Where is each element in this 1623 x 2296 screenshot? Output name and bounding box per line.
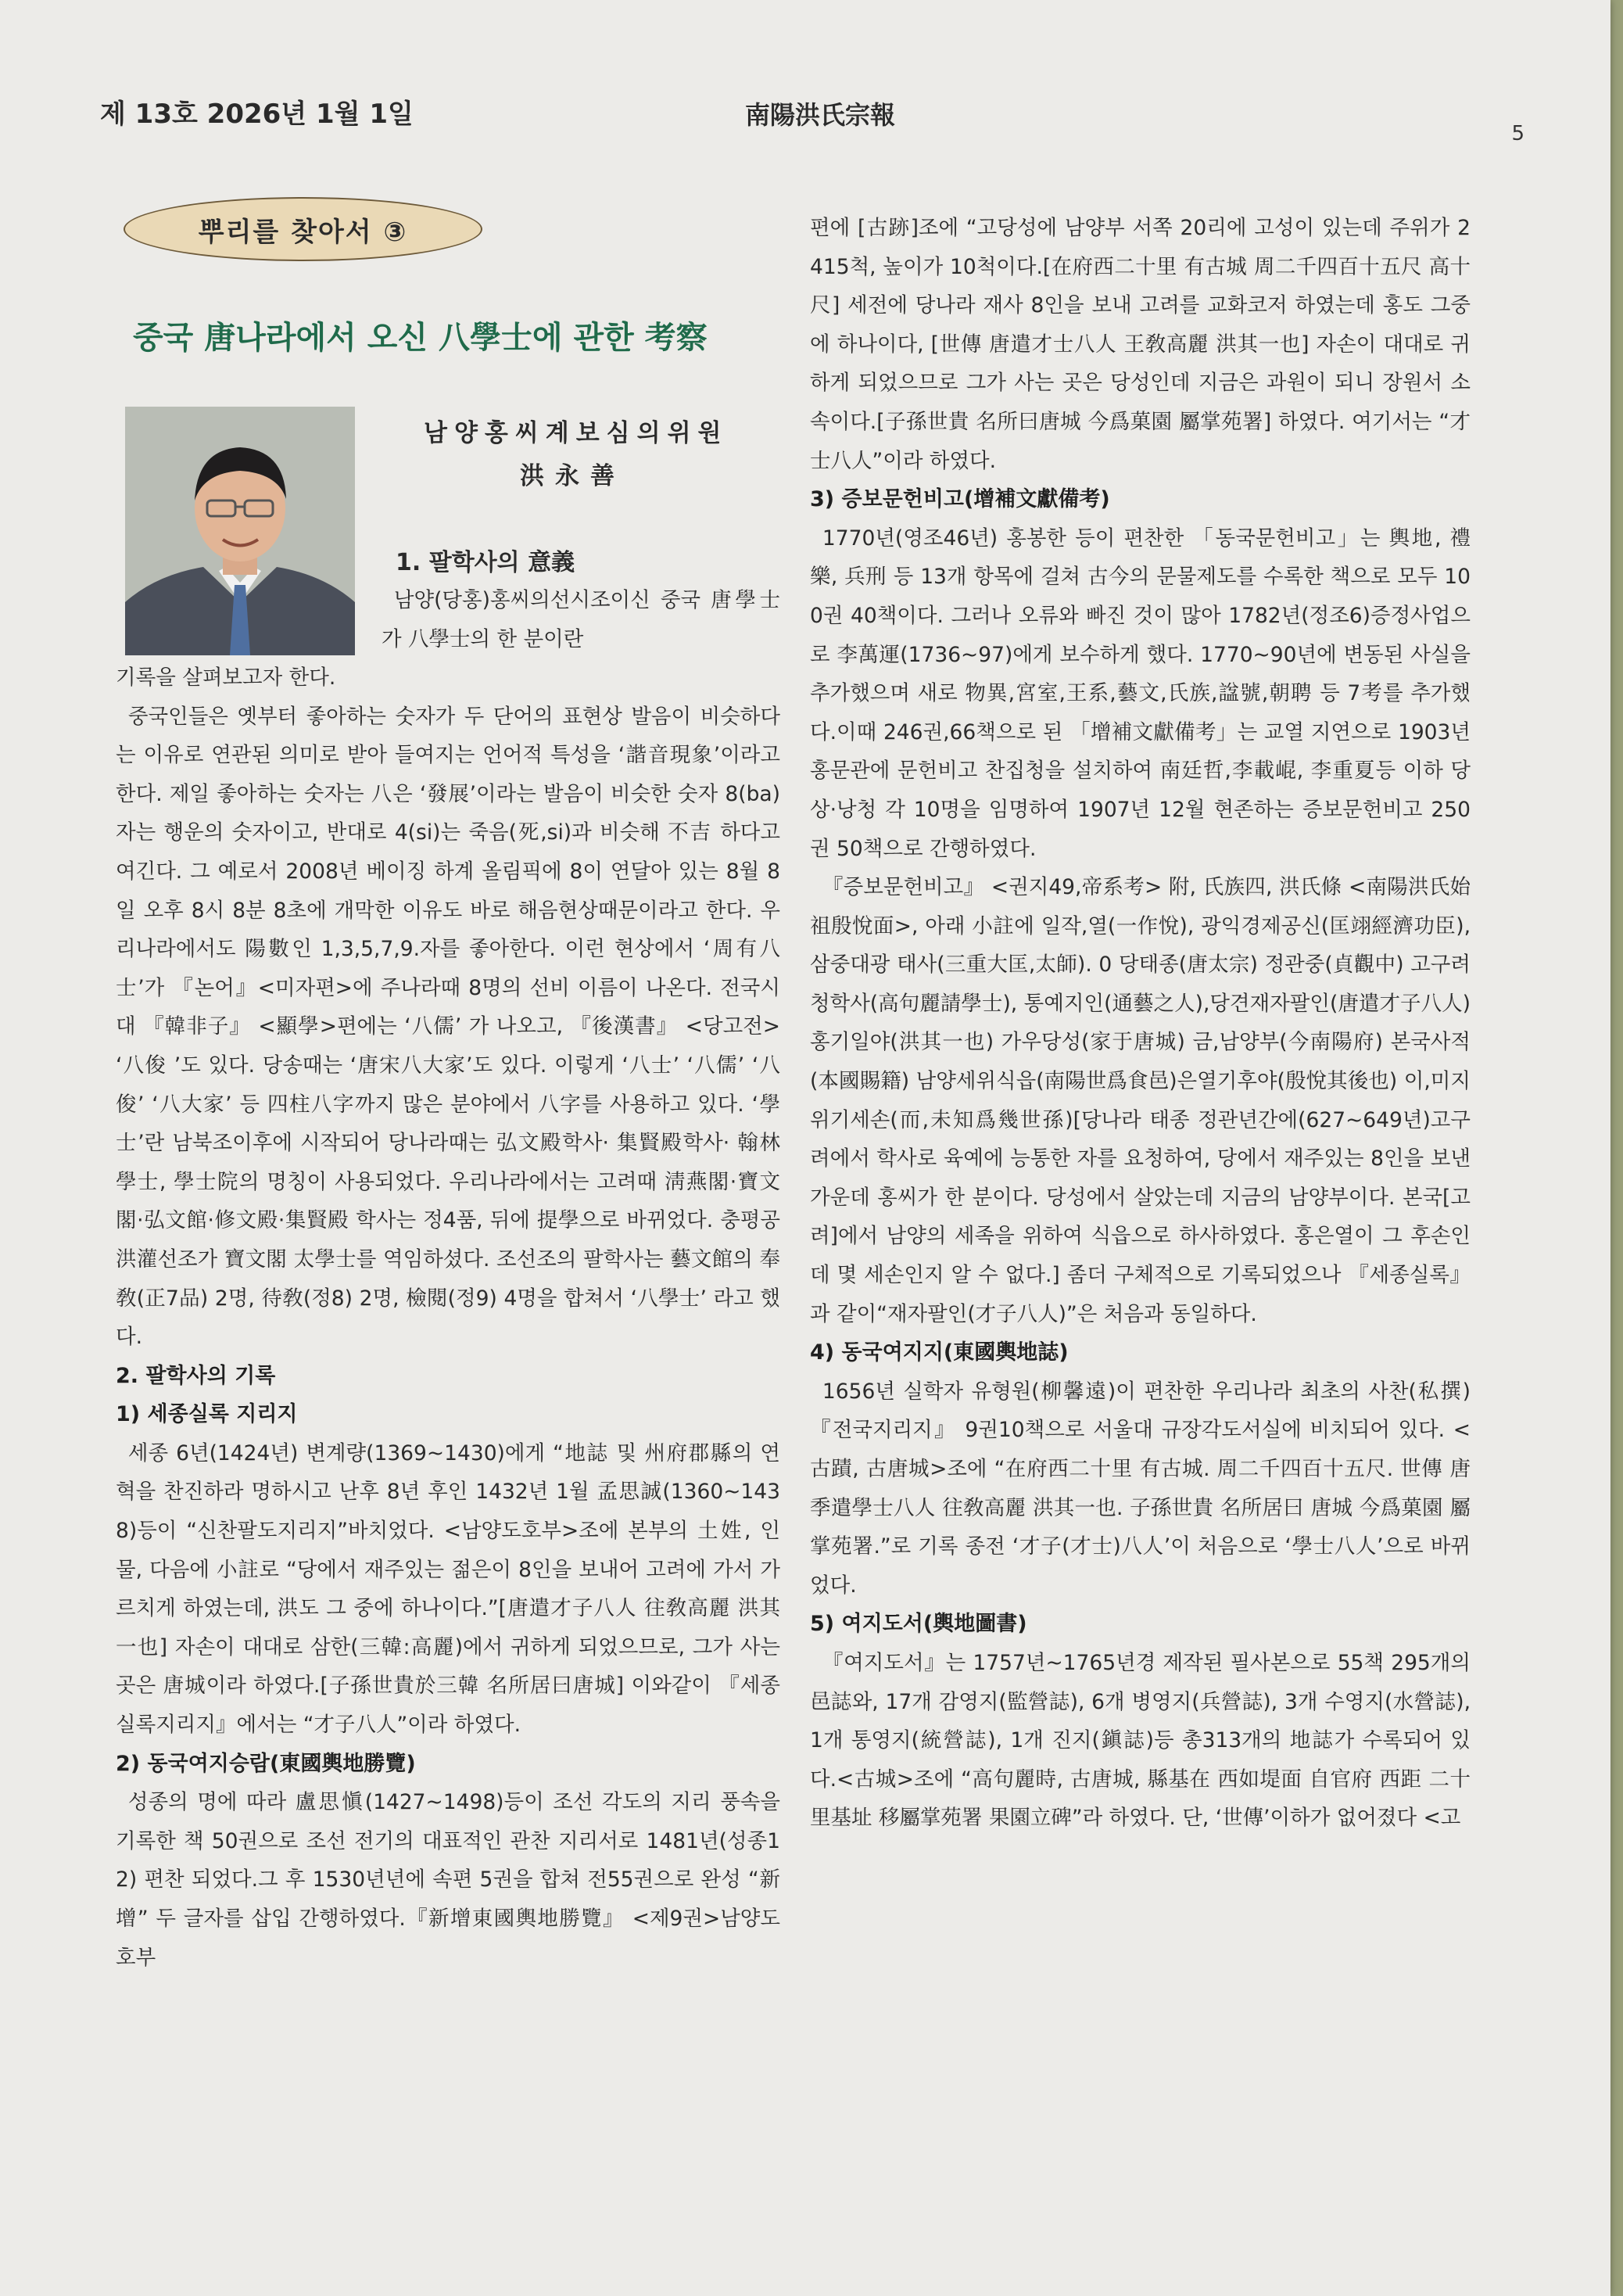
paragraph: 세종 6년(1424년) 변계량(1369~1430)에게 “地誌 및 州府郡縣의 연혁을 찬진하라 명하시고 난후 8년 후인 1432년 1월 孟思誠(1360~1438)등이 “신찬팔도지리지”바치었다. <남양도호부>조에 본부의 土姓, 인물, 다음에 小註로 “당에서 재주있는 젊은이 8인을 보내어 고려에 가서 가르치게 하였는데, 洪도 그 중에 하나이다.”[唐遣才子八人 往敎高麗 洪其一也] 자손이 대대로 삼한(三韓:高麗)에서 귀하게 되었으므로, 그가 사는 곳은 唐城이라 하였다.[子孫世貴於三韓 名所居曰唐城] 이와같이 『세종실록지리지』에서는 “才子八人”이라 하였다. bbox=[116, 1440, 780, 1738]
author-photo bbox=[125, 407, 355, 655]
section-2-heading: 2. 팔학사의 기록 bbox=[116, 1363, 276, 1388]
right-column bbox=[810, 209, 1471, 1838]
paragraph: 『증보문헌비고』 <권지49,帝系考> 附, 氏族四, 洪氏條 <南陽洪氏始祖殷悅面>, 아래 小註에 일작,열(一作悅), 광익경제공신(匡翊經濟功臣), 삼중대광 태사(三重大匡,太師). 0 당태종(唐太宗) 정관중(貞觀中) 고구려청학사(高句麗請學士), 통예지인(通藝之人),당견재자팔인(唐遣才子八人) 홍기일야(洪其一也) 가우당성(家于唐城) 금,남양부(今南陽府) 본국사적(本國賜籍) 남양세위식읍(南陽世爲食邑)은열기후야(殷悅其後也) 이,미지위기세손(而,未知爲幾世孫)[당나라 태종 정관년간에(627~649년)고구려에서 학사로 육예에 능통한 자를 요청하여, 당에서 재주있는 8인을 보낸 가운데 홍씨가 한 분이다. 당성에서 살았는데 지금의 남양부이다. 본국[고려]에서 남양의 세족을 위하여 식읍으로 하사하였다. 홍은열이 그 후손인데 몇 세손인지 알 수 없다.] 좀더 구체적으로 기록되었으나 『세종실록』과 같이“재자팔인(才子八人)”은 처음과 동일하다. bbox=[810, 875, 1471, 1326]
section-5-heading: 5) 여지도서(輿地圖書) bbox=[810, 1612, 1027, 1637]
paragraph: 성종의 명에 따라 盧思愼(1427~1498)등이 조선 각도의 지리 풍속을 기록한 책 50권으로 조선 전기의 대표적인 관찬 지리서로 1481년(성종12) 편찬 되었다.그 후 1530년년에 속편 5권을 합쳐 전55권으로 완성 “新增” 두 글자를 삽입 간행하였다.『新增東國輿地勝覽』 <제9권>남양도호부 bbox=[116, 1790, 780, 1970]
paragraph: 1770년(영조46년) 홍봉한 등이 편찬한 「동국문헌비고」는 輿地, 禮樂, 兵刑 등 13개 항목에 걸쳐 古今의 문물제도를 수록한 책으로 모두 100권 40책이다. 그러나 오류와 빠진 것이 많아 1782년(정조6)증정사업으로 李萬運(1736~97)에게 보수하게 했다. 1770~90년에 변동된 사실을 추가했으며 새로 物異,宮室,王系,藝文,氏族,諡號,朝聘 등 7考를 추가했다.이때 246권,66책으로 된 「增補文獻備考」는 교열 지연으로 1903년 홍문관에 문헌비고 찬집청을 설치하여 南廷哲,李載崐, 李重夏등 이하 당상·낭청 각 10명을 임명하여 1907년 12월 현존하는 증보문헌비고 250권 50책으로 간행하였다. bbox=[810, 526, 1471, 861]
article-title: 중국 唐나라에서 오신 八學士에 관한 考察 bbox=[133, 320, 708, 356]
intro-paragraph bbox=[382, 581, 780, 658]
paragraph: 『여지도서』는 1757년~1765년경 제작된 필사본으로 55책 295개의 邑誌와, 17개 감영지(監營誌), 6개 병영지(兵營誌), 3개 수영지(水營誌), 1개 통영지(統營誌), 1개 진지(鎭誌)등 총313개의 地誌가 수록되어 있다.<古城>조에 “高句麗時, 古唐城, 縣基在 西如堤面 自官府 西距 二十里基址 移屬掌苑署 果園立碑”라 하였다. 단, ‘世傳’이하가 없어졌다 <고 bbox=[810, 1650, 1471, 1831]
paragraph: 중국인들은 옛부터 좋아하는 숫자가 두 단어의 표현상 발음이 비슷하다는 이유로 연관된 의미로 받아 들여지는 언어적 특성을 ‘諧音現象’이라고 한다. 제일 좋아하는 숫자는 八은 ‘發展’이라는 발음이 비슷한 숫자 8(ba)자는 행운의 숫자이고, 반대로 4(si)는 죽음(死,si)과 비슷해 不吉 하다고 여긴다. 그 예로서 2008년 베이징 하계 올림픽에 8이 연달아 있는 8월 8일 오후 8시 8분 8초에 개막한 이유도 바로 해음현상때문이라고 한다. 우리나라에서도 陽數인 1,3,5,7,9.자를 좋아한다. 이런 현상에서 ‘周有八士’가 『논어』<미자편>에 주나라때 8명의 선비 이름이 나온다. 전국시대 『韓非子』 <顯學>편에는 ‘八儒’ 가 나오고, 『後漢書』 <당고전> ‘八俊 ’도 있다. 당송때는 ‘唐宋八大家’도 있다. 이렇게 ‘八士’ ‘八儒’ ‘八俊’ ‘八大家’ 등 四柱八字까지 많은 분야에서 八字를 사용하고 있다. ‘學士’란 남북조이후에 시작되어 당나라때는 弘文殿학사· 集賢殿학사· 翰林學士, 學士院의 명칭이 사용되었다. 우리나라에서는 고려때 淸燕閣·寶文閣·弘文館·修文殿·集賢殿 학사는 정4품, 뒤에 提學으로 바뀌었다. 충평공 洪灌선조가 寶文閣 太學士를 역임하셨다. 조선조의 팔학사는 藝文館의 奉敎(正7品) 2명, 待敎(정8) 2명, 檢閱(정9) 4명을 합쳐서 ‘八學士’ 라고 했다. bbox=[116, 704, 780, 1350]
series-badge bbox=[124, 197, 482, 261]
section-4-heading: 4) 동국여지지(東國輿地誌) bbox=[810, 1340, 1069, 1365]
section-1-heading: 1. 팔학사의 意義 bbox=[396, 549, 575, 576]
section-2-2-heading: 2) 동국여지승람(東國輿地勝覽) bbox=[116, 1751, 416, 1776]
section-2-1-heading: 1) 세종실록 지리지 bbox=[116, 1402, 298, 1427]
paragraph: 편에 [古跡]조에 “고당성에 남양부 서쪽 20리에 고성이 있는데 주위가 2415척, 높이가 10척이다.[在府西二十里 有古城 周二千四百十五尺 高十尺] 세전에 당나라 재사 8인을 보내 고려를 교화코저 하였는데 홍도 그중에 하나이다, [世傳 唐遣才士八人 王敎高麗 洪其一也] 자손이 대대로 귀하게 되었으므로 그가 사는 곳은 당성인데 지금은 과원이 되니 장원서 소속이다.[子孫世貴 名所曰唐城 今爲菓園 屬掌苑署] 하였다. 여기서는 “才士八人”이라 하였다. bbox=[810, 216, 1471, 473]
left-column bbox=[116, 658, 780, 1977]
author-affiliation: 남양홍씨계보심의위원 bbox=[424, 419, 729, 447]
masthead: 南陽洪氏宗報 bbox=[745, 100, 896, 130]
issue-date: 제 13호 2026년 1월 1일 bbox=[100, 99, 414, 130]
intro-text: 남양(당홍)홍씨의선시조이신 중국 唐學士가 八學士의 한 분이란 bbox=[382, 588, 780, 651]
author-portrait-image bbox=[125, 407, 355, 655]
section-3-heading: 3) 증보문헌비고(增補文獻備考) bbox=[810, 487, 1110, 512]
series-badge-label: 뿌리를 찾아서 ③ bbox=[198, 216, 408, 248]
intro-continuation: 기록을 살펴보고자 한다. bbox=[116, 665, 336, 690]
author-name: 洪永善 bbox=[520, 462, 625, 490]
page-number: 5 bbox=[1511, 122, 1524, 145]
paragraph: 1656년 실학자 유형원(柳馨遠)이 편찬한 우리나라 최초의 사찬(私撰)『전국지리지』 9권10책으로 서울대 규장각도서실에 비치되어 있다. <古蹟, 古唐城>조에 “在府西二十里 有古城. 周二千四百十五尺. 世傳 唐季遣學士八人 往敎高麗 洪其一也. 子孫世貴 名所居曰 唐城 今爲菓園 屬掌苑署.”로 기록 종전 ‘才子(才士)八人’이 처음으로 ‘學士八人’으로 바뀌었다. bbox=[810, 1379, 1471, 1598]
page-header bbox=[100, 92, 1524, 145]
